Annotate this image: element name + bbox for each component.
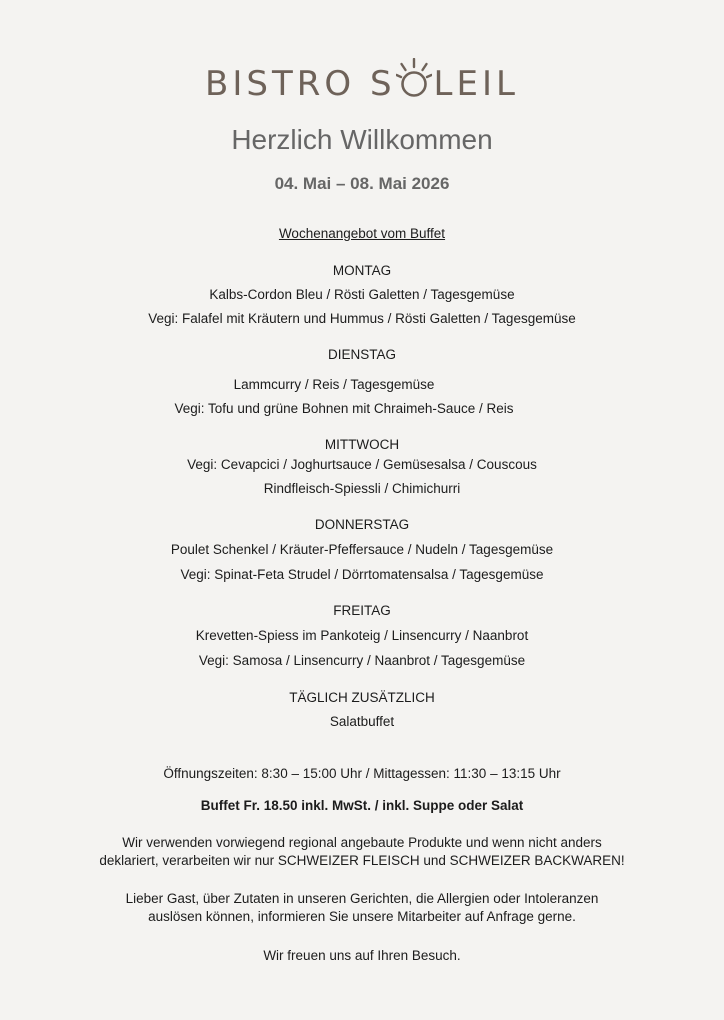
brand-name-right: LEIL <box>433 63 519 104</box>
opening-hours: Öffnungszeiten: 8:30 – 15:00 Uhr / Mittagessen: 11:30 – 13:15 Uhr <box>163 766 561 781</box>
dish-line: Rindfleisch-Spiessli / Chimichurri <box>263 481 461 496</box>
dish-line: Krevetten-Spiess im Pankoteig / Linsencurry / Naanbrot <box>195 628 529 643</box>
brand-logo <box>0 58 724 106</box>
day-name-friday: FREITAG <box>333 603 391 618</box>
sourcing-note-line: deklariert, verarbeiten wir nur SCHWEIZER FLEISCH und SCHWEIZER BACKWAREN! <box>99 853 625 868</box>
dish-line: Lammcurry / Reis / Tagesgemüse <box>233 377 435 392</box>
dish-line: Kalbs-Cordon Bleu / Rösti Galetten / Tagesgemüse <box>209 287 515 302</box>
brand-name-left: BISTRO S <box>205 63 396 104</box>
dish-line: Poulet Schenkel / Kräuter-Pfeffersauce / Nudeln / Tagesgemüse <box>170 542 554 557</box>
allergy-note-line: auslösen können, informieren Sie unsere Mitarbeiter auf Anfrage gerne. <box>148 909 576 924</box>
day-name-thursday: DONNERSTAG <box>314 517 410 532</box>
date-range: 04. Mai – 08. Mai 2026 <box>274 174 450 193</box>
dish-line: Vegi: Cevapcici / Joghurtsauce / Gemüsesalsa / Couscous <box>187 457 537 472</box>
day-name-tuesday: DIENSTAG <box>327 347 396 362</box>
sun-icon <box>396 58 432 102</box>
allergy-note-line: Lieber Gast, über Zutaten in unseren Gerichten, die Allergien oder Intoleranzen <box>125 891 599 906</box>
dish-line: Salatbuffet <box>329 714 395 729</box>
welcome-heading: Herzlich Willkommen <box>231 124 493 155</box>
day-name-monday: MONTAG <box>332 263 392 278</box>
sourcing-note-line: Wir verwenden vorwiegend regional angebaute Produkte und wenn nicht anders <box>122 835 602 850</box>
dish-line: Vegi: Falafel mit Kräutern und Hummus / Rösti Galetten / Tagesgemüse <box>148 311 576 326</box>
dish-line: Vegi: Samosa / Linsencurry / Naanbrot / Tagesgemüse <box>198 653 526 668</box>
dish-line: Vegi: Tofu und grüne Bohnen mit Chraimeh-Sauce / Reis <box>174 401 514 416</box>
menu-title: Wochenangebot vom Buffet <box>278 226 446 241</box>
closing-line: Wir freuen uns auf Ihren Besuch. <box>263 948 461 963</box>
buffet-price: Buffet Fr. 18.50 inkl. MwSt. / inkl. Suppe oder Salat <box>200 798 524 813</box>
dish-line: Vegi: Spinat-Feta Strudel / Dörrtomatensalsa / Tagesgemüse <box>180 567 544 582</box>
day-name-daily-extra: TÄGLICH ZUSÄTZLICH <box>289 690 435 705</box>
day-name-wednesday: MITTWOCH <box>324 437 400 452</box>
